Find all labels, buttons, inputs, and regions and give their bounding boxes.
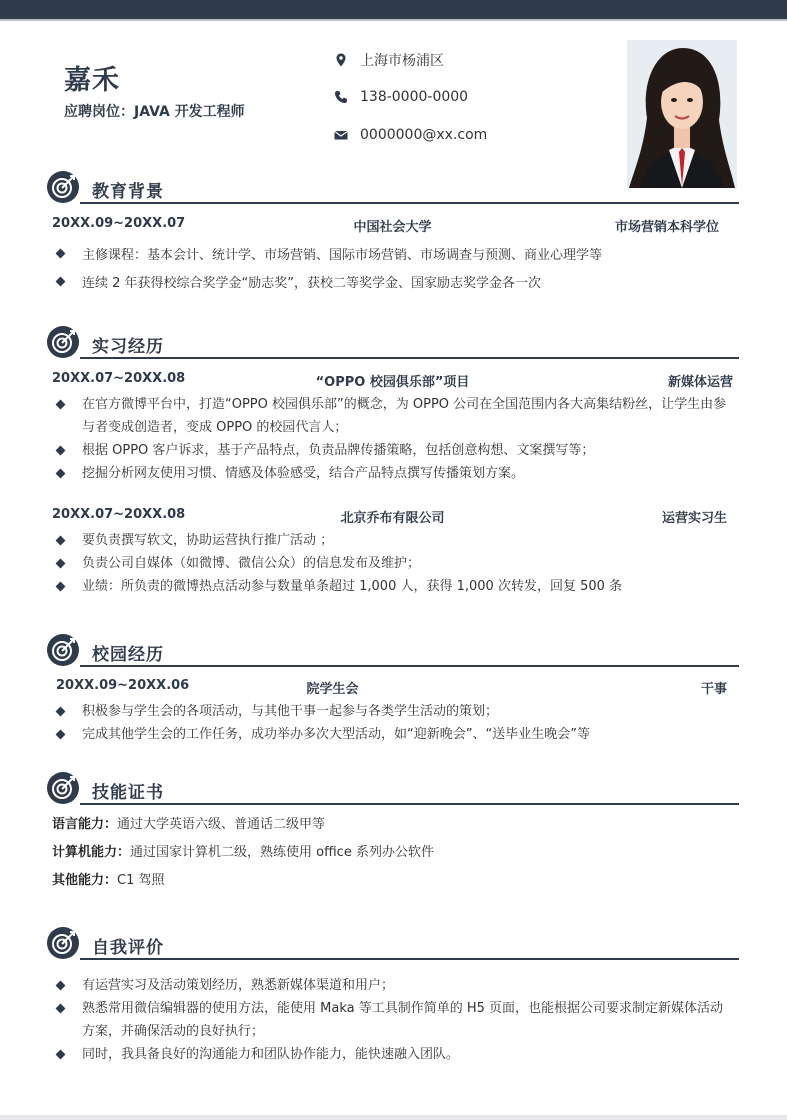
target-icon bbox=[46, 633, 80, 667]
contact-location bbox=[334, 50, 444, 70]
envelope-icon bbox=[334, 128, 348, 142]
role: 干事 bbox=[700, 682, 727, 697]
bullet-item: 挖掘分析网友使用习惯、情感及体验感受，结合产品特点撰写传播策划方案。 bbox=[46, 462, 739, 485]
section-title: 自我评价 bbox=[92, 938, 164, 958]
education-section bbox=[46, 170, 739, 298]
self-eval-header bbox=[46, 926, 739, 962]
contact-email bbox=[334, 125, 487, 145]
portrait-photo bbox=[627, 40, 737, 188]
bullet-item: 熟悉常用微信编辑器的使用方法，能使用 Maka 等工具制作简单的 H5 页面，也能根据公司要求制定新媒体活动方案，并确保活动的良好执行； bbox=[46, 997, 739, 1043]
skills-section bbox=[46, 771, 739, 895]
degree: 市场营销本科学位 bbox=[614, 220, 719, 235]
section-rule bbox=[80, 357, 739, 359]
date-range: 20XX.07~20XX.08 bbox=[52, 371, 186, 386]
campus-row bbox=[46, 678, 739, 698]
campus-header bbox=[46, 633, 739, 669]
skill-label: 计算机能力： bbox=[52, 845, 131, 860]
date-range: 20XX.07~20XX.08 bbox=[52, 507, 186, 522]
skill-item bbox=[46, 839, 739, 867]
section-rule bbox=[80, 803, 739, 805]
bullet-item: 完成其他学生会的工作任务，成功举办多次大型活动，如“迎新晚会”、“送毕业生晚会”等 bbox=[46, 723, 739, 746]
skill-item bbox=[46, 811, 739, 839]
target-icon bbox=[46, 170, 80, 204]
skill-value: 通过大学英语六级、普通话二级甲等 bbox=[117, 817, 326, 832]
top-bar-underline bbox=[0, 19, 787, 21]
self-eval-section bbox=[46, 926, 739, 1066]
skill-value: C1 驾照 bbox=[117, 873, 165, 888]
skill-label: 其他能力： bbox=[52, 873, 118, 888]
date-range: 20XX.09~20XX.07 bbox=[52, 216, 186, 231]
section-title: 教育背景 bbox=[92, 182, 164, 202]
bullet-item: 主修课程：基本会计、统计学、市场营销、国际市场营销、市场调查与预测、商业心理学等 bbox=[46, 242, 739, 270]
internship-bullets bbox=[46, 529, 739, 598]
bullet-item: 有运营实习及活动策划经历，熟悉新媒体渠道和用户； bbox=[46, 974, 739, 997]
internship-row bbox=[46, 371, 739, 391]
target-icon bbox=[46, 926, 80, 960]
skill-item bbox=[46, 867, 739, 895]
contact-phone bbox=[334, 87, 468, 107]
internship-bullets bbox=[46, 393, 739, 485]
section-title: 技能证书 bbox=[92, 783, 164, 803]
education-row bbox=[46, 216, 739, 236]
campus-bullets bbox=[46, 700, 739, 746]
skill-label: 语言能力： bbox=[52, 817, 118, 832]
section-rule bbox=[80, 665, 739, 667]
candidate-name: 嘉禾 bbox=[64, 65, 120, 96]
bullet-item: 同时，我具备良好的沟通能力和团队协作能力，能快速融入团队。 bbox=[46, 1043, 739, 1066]
target-icon bbox=[46, 771, 80, 805]
skills-header bbox=[46, 771, 739, 807]
bullet-item: 根据 OPPO 客户诉求，基于产品特点，负责品牌传播策略，包括创意构想、文案撰写等； bbox=[46, 439, 739, 462]
phone-icon bbox=[334, 90, 348, 104]
internship-header bbox=[46, 325, 739, 361]
education-bullets bbox=[46, 242, 739, 298]
phone-text: 138-0000-0000 bbox=[360, 89, 469, 105]
bullet-item: 在官方微博平台中，打造“OPPO 校园俱乐部”的概念，为 OPPO 公司在全国范围内各大高集结粉丝，让学生由参与者变成创造者，变成 OPPO 的校园代言人； bbox=[46, 393, 739, 439]
bullet-item: 要负责撰写软文，协助运营执行推广活动 ； bbox=[46, 529, 739, 552]
bottom-edge bbox=[0, 1115, 787, 1120]
campus-section bbox=[46, 633, 739, 746]
skill-value: 通过国家计算机二级，熟练使用 office 系列办公软件 bbox=[130, 845, 434, 860]
section-rule bbox=[80, 958, 739, 960]
school-name: 中国社会大学 bbox=[353, 220, 432, 235]
internship-section bbox=[46, 325, 739, 598]
role: 运营实习生 bbox=[661, 511, 727, 526]
bullet-item: 负责公司自媒体（如微博、微信公众）的信息发布及维护； bbox=[46, 552, 739, 575]
bullet-item: 业绩：所负责的微博热点活动参与数量单条超过 1,000 人，获得 1,000 次转发，回复 500 条 bbox=[46, 575, 739, 598]
role: 新媒体运营 bbox=[667, 375, 733, 390]
section-rule bbox=[80, 202, 739, 204]
top-bar bbox=[0, 0, 787, 19]
section-title: 校园经历 bbox=[92, 645, 164, 665]
organization: 院学生会 bbox=[306, 682, 359, 697]
map-pin-icon bbox=[334, 53, 348, 67]
bullet-item: 积极参与学生会的各项活动，与其他干事一起参与各类学生活动的策划； bbox=[46, 700, 739, 723]
email-text: 0000000@xx.com bbox=[360, 127, 488, 143]
applied-position bbox=[64, 101, 245, 121]
education-header bbox=[46, 170, 739, 206]
skills-list bbox=[46, 811, 739, 895]
bullet-item: 连续 2 年获得校综合奖学金“励志奖”，获校二等奖学金、国家励志奖学金各一次 bbox=[46, 270, 739, 298]
target-icon bbox=[46, 325, 80, 359]
organization: 北京乔布有限公司 bbox=[340, 511, 445, 526]
date-range: 20XX.09~20XX.06 bbox=[56, 678, 190, 693]
internship-row bbox=[46, 507, 739, 527]
organization: “OPPO 校园俱乐部”项目 bbox=[315, 375, 470, 390]
position-value: JAVA 开发工程师 bbox=[134, 104, 245, 120]
position-label: 应聘岗位： bbox=[64, 104, 134, 120]
section-title: 实习经历 bbox=[92, 337, 164, 357]
self-eval-bullets bbox=[46, 974, 739, 1066]
location-text: 上海市杨浦区 bbox=[360, 53, 444, 69]
